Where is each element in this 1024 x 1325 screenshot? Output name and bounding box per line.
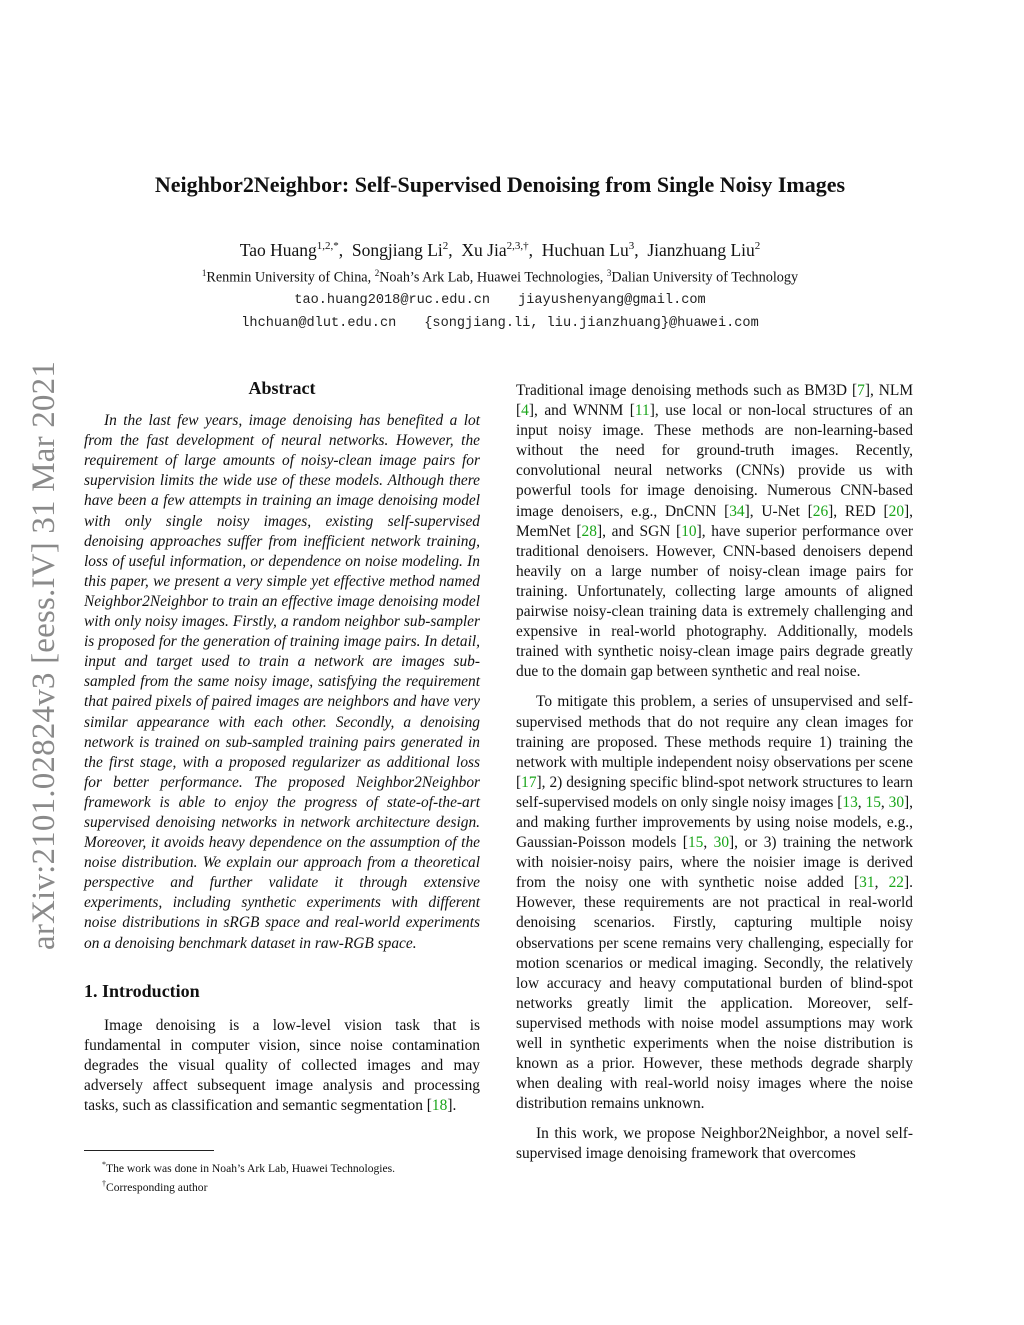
section-heading-introduction: 1. Introduction bbox=[84, 980, 200, 1001]
paragraph-text: ], NLM [ bbox=[516, 382, 914, 420]
paragraph-text: ], and SGN [ bbox=[596, 522, 682, 540]
citation-link[interactable]: 34 bbox=[729, 502, 745, 520]
citation-link[interactable]: 4 bbox=[521, 402, 529, 420]
paragraph-text: ], use local or non-local structures of an input noisy image. These methods are non-learning-based without the need for ground-truth images. Recently, convolutional neural networks (CNNs) provide us with powerful tools for image denoising. Numerous CNN-based image denoisers, e.g., DnCNN [ bbox=[516, 402, 913, 520]
email-line bbox=[0, 293, 1000, 308]
footnotes bbox=[84, 1150, 480, 1196]
citation-link[interactable]: 31 bbox=[859, 874, 875, 892]
affiliation-list bbox=[0, 268, 1000, 287]
citation-link[interactable]: 20 bbox=[888, 502, 905, 520]
paper-title: Neighbor2Neighbor: Self-Supervised Denoising from Single Noisy Images bbox=[154, 172, 846, 197]
footnote bbox=[84, 1157, 480, 1176]
author-affiliation-mark: 3 bbox=[628, 240, 635, 253]
footnote bbox=[84, 1176, 480, 1195]
arxiv-identifier-text: arXiv:2101.02824v3 [eess.IV] 31 Mar 2021 bbox=[26, 360, 63, 950]
paragraph-text: ], have superior performance over traditional denoisers. However, CNN-based denoisers depend heavily on a large number of noisy-clean image pairs for training. Unfortunately, collecting large amounts of aligned pairwise noisy-clean training data is extremely challenging and expensive in real-world photography. Additionally, models trained with synthetic noisy-clean image pairs degrade greatly due to the domain gap between synthetic and real noise. bbox=[516, 522, 913, 681]
paragraph-text: ], or 3) training the network with noisier-noisy pairs, where the noisier image is derived from the noisy one with synthetic noise added [ bbox=[516, 834, 913, 892]
citation-link[interactable]: 18 bbox=[431, 1097, 448, 1115]
right-column bbox=[516, 381, 913, 1165]
arxiv-identifier bbox=[20, 350, 70, 960]
affiliation-name: Noah’s Ark Lab, Huawei Technologies, bbox=[379, 269, 604, 286]
footnote-mark: * bbox=[102, 1160, 106, 1169]
author-name: Jianzhuang Liu bbox=[647, 240, 755, 260]
email-address: tao.huang2018@ruc.edu.cn bbox=[294, 293, 491, 308]
left-column bbox=[84, 378, 480, 1116]
citation-link[interactable]: 30 bbox=[888, 793, 905, 811]
citation-link[interactable]: 26 bbox=[812, 502, 829, 520]
author-affiliation-mark: 1,2,* bbox=[316, 240, 339, 253]
citation-link[interactable]: 15 bbox=[865, 793, 881, 811]
affiliation-mark: 1 bbox=[201, 268, 207, 278]
email-address: {songjiang.li, liu.jianzhuang}@huawei.com bbox=[424, 316, 759, 331]
body-paragraph bbox=[516, 692, 913, 1114]
author-name: Huchuan Lu bbox=[541, 240, 629, 260]
author-list: Tao Huang$^{1,2,*}$, Songjiang Li$^2$, Xu Jia$^{2,3,\dagger}$, Huchuan Lu$^3$, Jianzhuang Liu$^2$ bbox=[239, 240, 761, 260]
abstract-heading: Abstract bbox=[248, 378, 316, 398]
affiliation-name: Renmin University of China, bbox=[206, 269, 372, 286]
paragraph-text: ], and making further improvements by using noise models, e.g., Gaussian-Poisson models [ bbox=[516, 793, 913, 852]
body-paragraph bbox=[516, 381, 913, 682]
email-line bbox=[0, 316, 1000, 331]
citation-link[interactable]: 7 bbox=[857, 382, 865, 399]
author-affiliation-mark: 2 bbox=[754, 240, 761, 253]
footnote-text: The work was done in Noah’s Ark Lab, Huawei Technologies. bbox=[106, 1161, 396, 1175]
citation-link[interactable]: 10 bbox=[681, 522, 697, 540]
footnote-mark: † bbox=[102, 1179, 106, 1189]
affiliation-name: Dalian University of Technology bbox=[611, 269, 799, 286]
abstract-text: In the last few years, image denoising has benefited a lot from the fast development of neural networks. However, the requirement of large amounts of noisy-clean image pairs for supervision limits the wide use of these models. Although there have been a few attempts in training an image denoising model with only single noisy images, existing self-supervised denoising approaches suffer from inefficient network training, loss of useful information, or dependence on noise modeling. In this paper, we present a very simple yet effective method named Neighbor2Neighbor to train an effective image denoising model with only noisy images. Firstly, a random neighbor sub-sampler is proposed for the generation of training image pairs. In detail, input and target used to train a network are images sub-sampled from the same noisy image, satisfying the requirement that paired pixels of paired images are neighbors and have very similar appearance with each other. Secondly, a denoising network is trained on sub-sampled training pairs generated in the first stage, with a proposed regularizer as additional loss for better performance. The proposed Neighbor2Neighbor framework is able to enjoy the progress of state-of-the-art supervised denoising networks in network architecture design. Moreover, it avoids heavy dependence on the assumption of the noise distribution. We explain our approach from a theoretical perspective and further validate it through extensive experiments, including synthetic experiments with different noise distributions in sRGB space and real-world experiments on a denoising benchmark dataset in raw-RGB space. bbox=[84, 412, 480, 952]
paragraph-text: ], 2) designing specific blind-spot network structures to learn self-supervised models on only single noisy images [ bbox=[516, 773, 913, 811]
author-name: Xu Jia bbox=[461, 240, 507, 260]
paragraph-text: , bbox=[874, 874, 889, 892]
paragraph-text: Traditional image denoising methods such as BM3D [ bbox=[516, 382, 858, 399]
citation-link[interactable]: 15 bbox=[687, 834, 704, 852]
affiliation-mark: 2 bbox=[374, 268, 380, 278]
paragraph-text: Image denoising is a low-level vision task that is fundamental in computer vision, since noise contamination degrades the visual quality of collected images and may adversely affect subsequent image analysis and processing tasks, such as classification and semantic segmentation bbox=[84, 1016, 480, 1115]
footnote-rule bbox=[84, 1150, 214, 1151]
citation-link[interactable]: 22 bbox=[888, 874, 904, 892]
paragraph-text: ], U-Net [ bbox=[744, 502, 813, 520]
paragraph-text: ], RED [ bbox=[828, 502, 889, 520]
citation-link[interactable]: 13 bbox=[842, 793, 858, 811]
email-address: lhchuan@dlut.edu.cn bbox=[241, 316, 397, 331]
affiliation-mark: 3 bbox=[606, 268, 612, 278]
footnote-text: Corresponding author bbox=[106, 1181, 208, 1195]
paragraph-text: To mitigate this problem, a series of unsupervised and self-supervised methods that do not require any clean images for training are proposed. These methods require 1) training the network with multiple independent noisy observations per scene [ bbox=[516, 693, 913, 791]
author-affiliation-mark: 2,3,† bbox=[506, 240, 529, 253]
paragraph-text: ]. However, these requirements are not practical in real-world denoising scenarios. Firstly, capturing multiple noisy observations per scene remains very challenging, especially for motion scenarios or medical imaging. Secondly, the relatively low accuracy and heavy computational burden of blind-spot networks greatly limit the application. Moreover, self-supervised methods with noise model assumptions may work well in synthetic experiments when the noise distribution is known as a prior. However, these methods degrade sharply when dealing with real-world noisy images where the noise distribution remains unknown. bbox=[516, 874, 913, 1113]
paragraph-text: , bbox=[880, 793, 889, 811]
citation-link[interactable]: 11 bbox=[634, 402, 650, 420]
author-name: Songjiang Li bbox=[351, 240, 443, 260]
paragraph-text: ]. bbox=[447, 1097, 457, 1115]
email-address: jiayushenyang@gmail.com bbox=[518, 293, 706, 308]
author-name: Tao Huang bbox=[239, 240, 317, 260]
citation-link[interactable]: 30 bbox=[713, 834, 730, 852]
body-paragraph: In this work, we propose Neighbor2Neighbor, a novel self-supervised image denoising framework that overcomes bbox=[516, 1125, 913, 1163]
citation-link[interactable]: 17 bbox=[521, 773, 537, 791]
intro-paragraph: Image denoising is a low-level vision task that is fundamental in computer vision, since noise contamination degrades the visual quality of collected images and may adversely affect subsequent image analysis and processing tasks, such as classification and semantic segmentation [18]. bbox=[84, 1016, 480, 1115]
paragraph-text: , bbox=[857, 793, 866, 811]
paragraph-text: ], MemNet [ bbox=[516, 502, 913, 540]
author-affiliation-mark: 2 bbox=[442, 240, 449, 253]
paragraph-text: , bbox=[703, 834, 714, 852]
paragraph-text: ], and WNNM [ bbox=[528, 402, 635, 420]
citation-link[interactable]: 28 bbox=[581, 522, 597, 540]
